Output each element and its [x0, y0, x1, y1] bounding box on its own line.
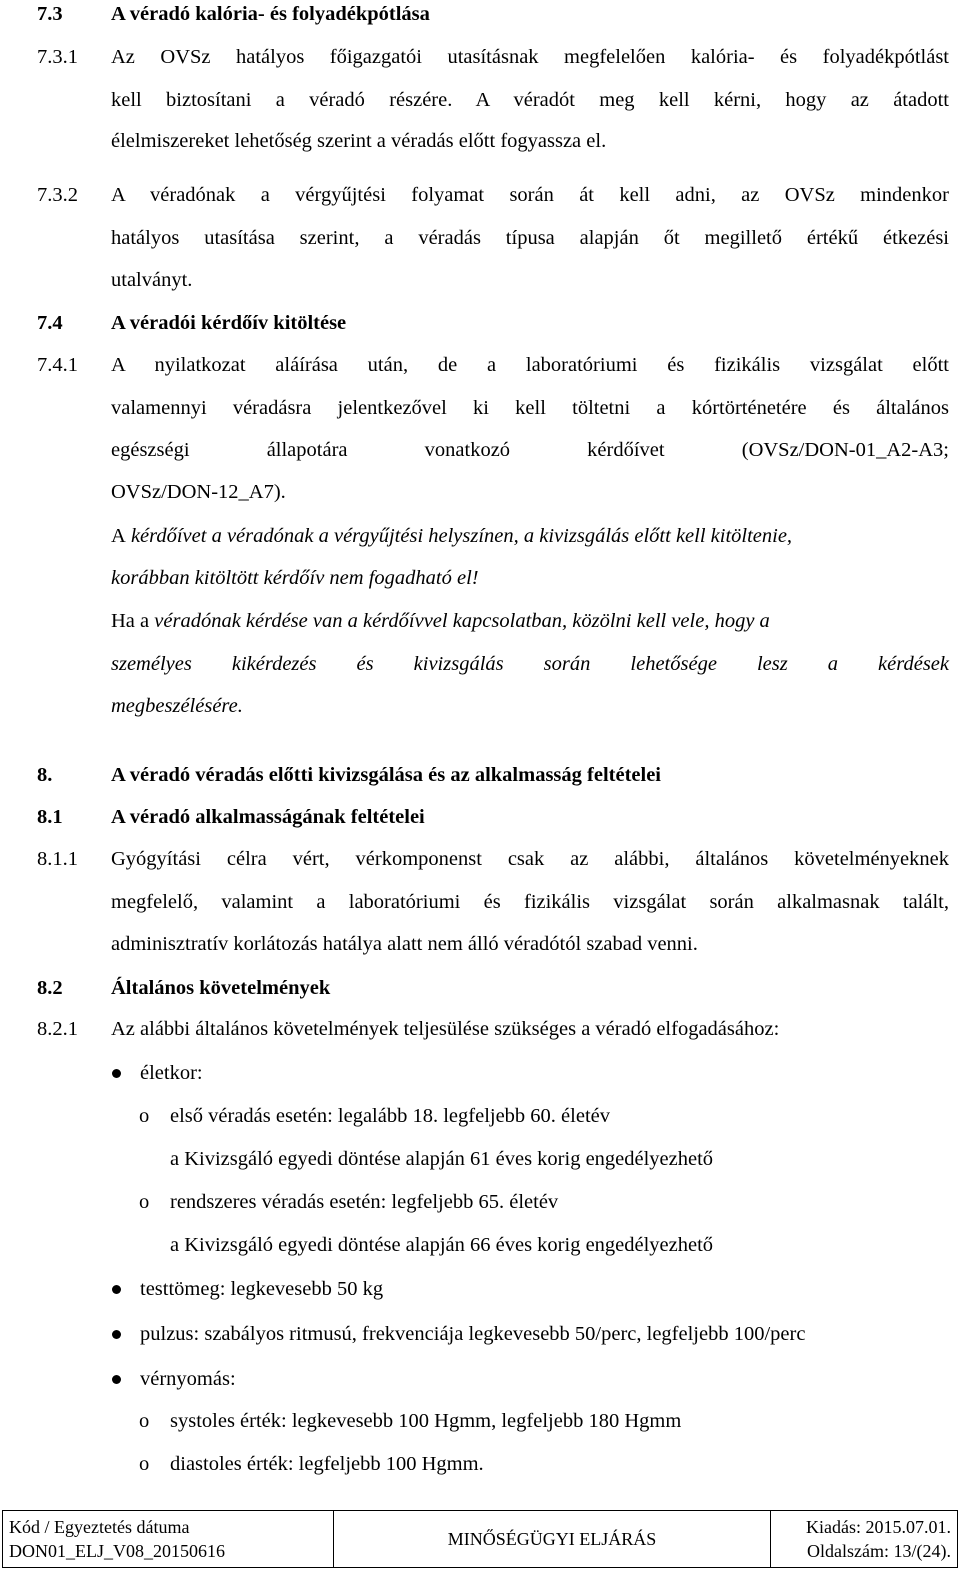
- footer-code-value: DON01_ELJ_V08_20150616: [9, 1541, 225, 1561]
- paragraph-number: 8.2.1: [37, 1018, 78, 1040]
- section-title: A véradó kalória- és folyadékpótlása: [111, 3, 430, 25]
- section-number: 8.: [37, 764, 53, 786]
- paragraph-line-mixed: [111, 609, 770, 633]
- paragraph-line: OVSz/DON-12_A7).: [111, 481, 286, 503]
- sub-item-regular-donation: rendszeres véradás esetén: legfeljebb 65. életév: [170, 1191, 559, 1213]
- sub-item-first-donation-note: a Kivizsgáló egyedi döntése alapján 61 éves korig engedélyezhető: [170, 1148, 714, 1170]
- paragraph-line-mixed: [111, 524, 792, 548]
- paragraph-line-italic: korábban kitöltött kérdőív nem fogadható el!: [111, 567, 479, 589]
- paragraph-line: hatályos utasítása szerint, a véradás típusa alapján őt megillető értékű étkezési: [111, 227, 949, 249]
- list-item-age: életkor:: [140, 1062, 203, 1084]
- paragraph-text: A: [111, 525, 126, 547]
- paragraph-line: Az alábbi általános követelmények teljesülése szükséges a véradó elfogadásához:: [111, 1018, 780, 1040]
- circle-bullet-icon: o: [139, 1105, 150, 1127]
- paragraph-text-italic: kérdőívet a véradónak a vérgyűjtési helyszínen, a kivizsgálás előtt kell kitöltenie,: [125, 525, 793, 547]
- paragraph-line: élelmiszereket lehetőség szerint a véradás előtt fogyassza el.: [111, 130, 607, 152]
- paragraph-line: valamennyi véradásra jelentkezővel ki kell töltetni a kórtörténetére és általános: [111, 397, 949, 419]
- bullet-icon: [112, 1069, 121, 1078]
- paragraph-text: Ha a: [111, 610, 150, 632]
- bullet-icon: [112, 1375, 121, 1384]
- circle-bullet-icon: o: [139, 1453, 150, 1475]
- paragraph-line-italic: megbeszélésére.: [111, 695, 243, 717]
- paragraph-line: Gyógyítási célra vért, vérkomponenst csak az alábbi, általános követelményeknek: [111, 848, 949, 870]
- paragraph-text-italic: véradónak kérdése van a kérdőívvel kapcsolatban, közölni kell vele, hogy a: [149, 610, 770, 632]
- paragraph-number: 7.4.1: [37, 354, 78, 376]
- paragraph-line: adminisztratív korlátozás hatálya alatt nem álló véradótól szabad venni.: [111, 933, 698, 955]
- sub-item-systolic: systoles érték: legkevesebb 100 Hgmm, legfeljebb 180 Hgmm: [170, 1410, 682, 1432]
- sub-item-diastolic: diastoles érték: legfeljebb 100 Hgmm.: [170, 1453, 484, 1475]
- bullet-icon: [112, 1330, 121, 1339]
- footer-meta-cell: [771, 1511, 957, 1567]
- list-item-blood-pressure: vérnyomás:: [140, 1368, 236, 1390]
- section-number: 7.4: [37, 312, 63, 334]
- footer-code-cell: [3, 1511, 334, 1567]
- section-title: A véradói kérdőív kitöltése: [111, 312, 347, 334]
- circle-bullet-icon: o: [139, 1410, 150, 1432]
- paragraph-number: 8.1.1: [37, 848, 78, 870]
- list-item-pulse: pulzus: szabályos ritmusú, frekvenciája legkevesebb 50/perc, legfeljebb 100/perc: [140, 1323, 806, 1345]
- footer-code-label: Kód / Egyeztetés dátuma: [9, 1517, 190, 1537]
- section-number: 8.2: [37, 977, 63, 999]
- paragraph-line: A nyilatkozat aláírása után, de a laboratóriumi és fizikális vizsgálat előtt: [111, 354, 949, 376]
- paragraph-line: utalványt.: [111, 269, 193, 291]
- section-title: Általános követelmények: [111, 977, 331, 999]
- circle-bullet-icon: o: [139, 1191, 150, 1213]
- paragraph-line-italic: személyes kikérdezés és kivizsgálás során lehetősége lesz a kérdések: [111, 653, 949, 675]
- footer-doc-type: MINŐSÉGÜGYI ELJÁRÁS: [334, 1511, 771, 1567]
- paragraph-line: megfelelő, valamint a laboratóriumi és fizikális vizsgálat során alkalmasnak talált,: [111, 891, 949, 913]
- paragraph-number: 7.3.1: [37, 46, 78, 68]
- sub-item-first-donation: első véradás esetén: legalább 18. legfeljebb 60. életév: [170, 1105, 610, 1127]
- sub-item-regular-donation-note: a Kivizsgáló egyedi döntése alapján 66 éves korig engedélyezhető: [170, 1234, 714, 1256]
- section-number: 8.1: [37, 806, 63, 828]
- footer-issue-date: Kiadás: 2015.07.01.: [806, 1517, 951, 1537]
- paragraph-line: egészségi állapotára vonatkozó kérdőívet (OVSz/DON-01_A2-A3;: [111, 439, 949, 461]
- list-item-weight: testtömeg: legkevesebb 50 kg: [140, 1278, 384, 1300]
- paragraph-number: 7.3.2: [37, 184, 78, 206]
- footer-page-number: Oldalszám: 13/(24).: [807, 1541, 951, 1561]
- section-title: A véradó véradás előtti kivizsgálása és az alkalmasság feltételei: [111, 764, 661, 786]
- bullet-icon: [112, 1285, 121, 1294]
- paragraph-line: Az OVSz hatályos főigazgatói utasításnak megfelelően kalória- és folyadékpótlást: [111, 46, 949, 68]
- paragraph-line: A véradónak a vérgyűjtési folyamat során át kell adni, az OVSz mindenkor: [111, 184, 949, 206]
- section-title: A véradó alkalmasságának feltételei: [111, 806, 425, 828]
- paragraph-line: kell biztosítani a véradó részére. A véradót meg kell kérni, hogy az átadott: [111, 89, 949, 111]
- document-footer: [2, 1510, 958, 1568]
- section-number: 7.3: [37, 3, 63, 25]
